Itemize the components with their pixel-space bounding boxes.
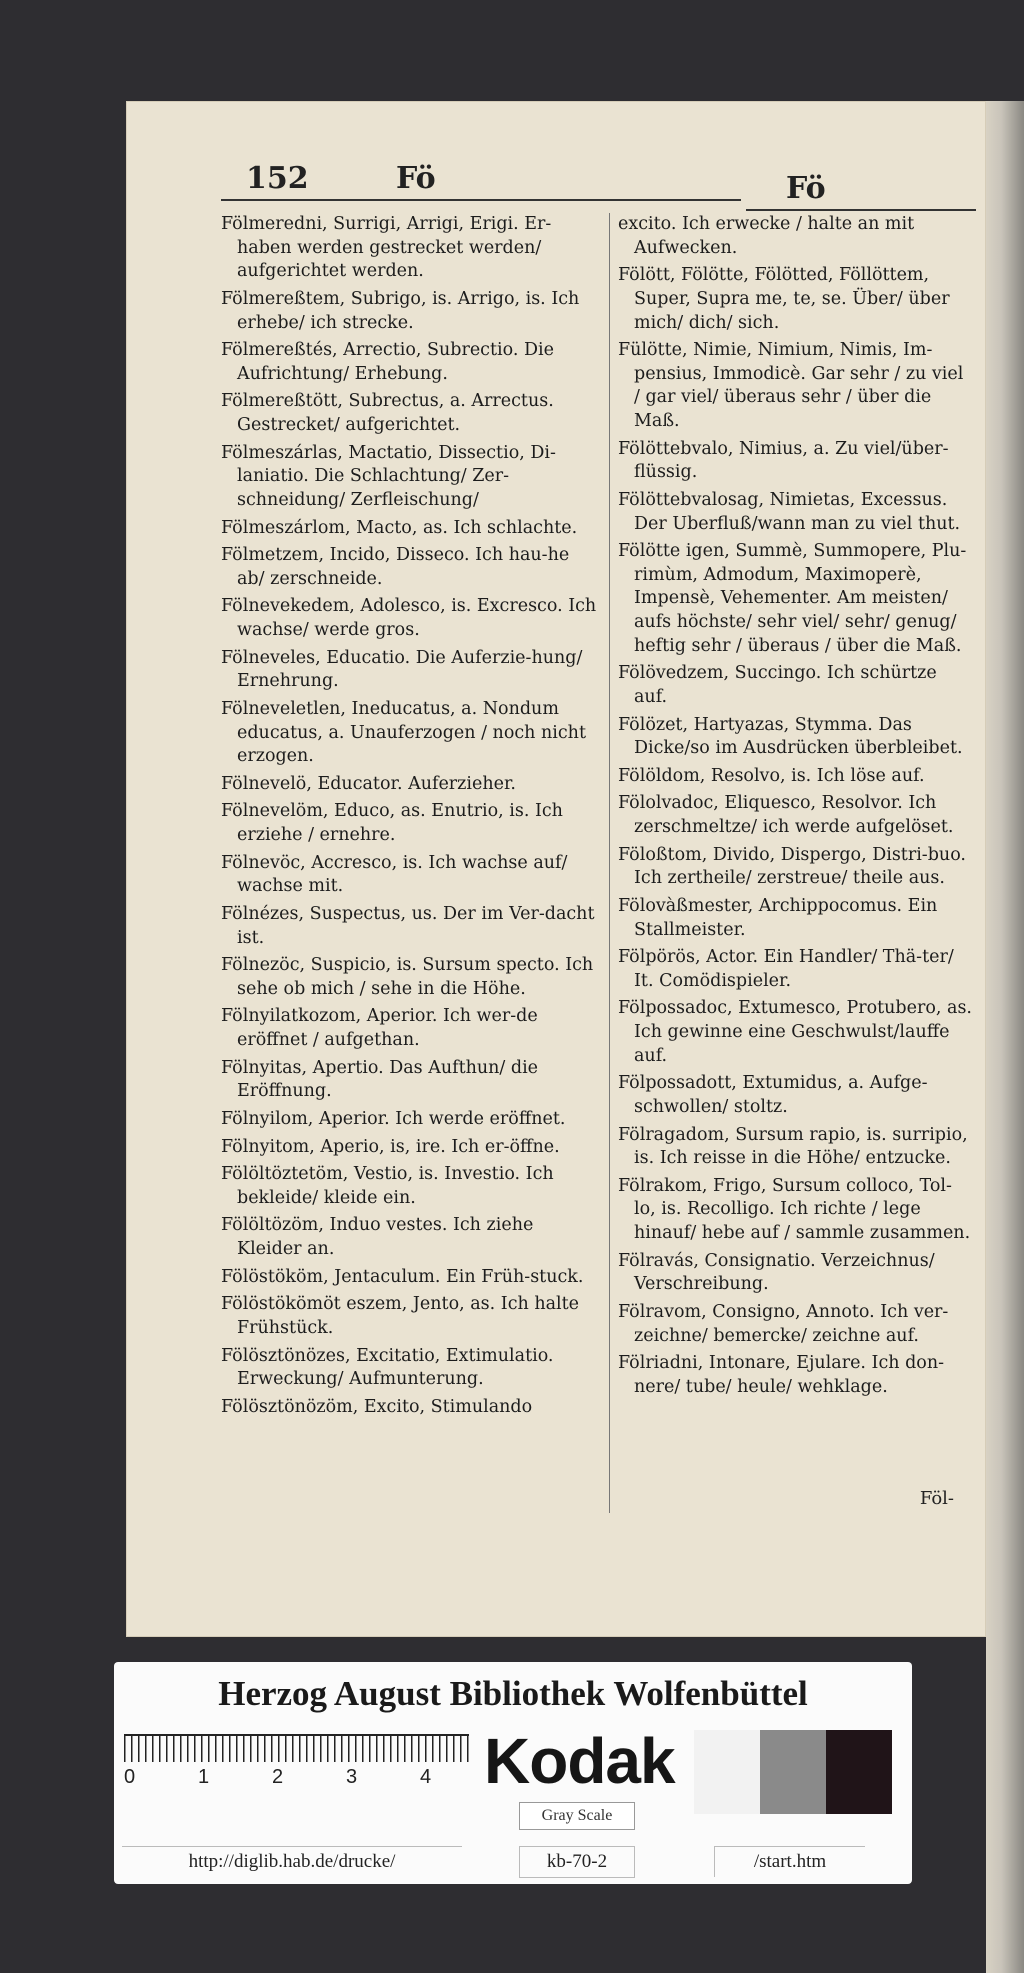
dictionary-entry: Fölöltöztetöm, Vestio, is. Investio. Ich bekleide/ kleide ein. [221, 1164, 554, 1208]
dictionary-entry: excito. Ich erwecke / halte an mit Aufwecken. [618, 214, 915, 258]
dictionary-entry: Fölneveles, Educatio. Die Auferzie-hung/ Ernehrung. [221, 647, 583, 692]
dictionary-entry: Fölravás, Consignatio. Verzeichnus/ Verschreibung. [618, 1250, 935, 1295]
catchword: Föl- [919, 1488, 954, 1509]
dictionary-entry: Fülötte, Nimie, Nimium, Nimis, Im-pensius, Immodicè. Gar sehr / zu viel / gar viel/ überaus sehr / über die Maß. [618, 340, 964, 431]
dictionary-entry: Fölnevekedem, Adolesco, is. Excresco. Ich wachse/ werde gros. [221, 596, 597, 640]
dictionary-entry: Fölnevelö, Educator. Auferzieher. [221, 773, 516, 794]
dictionary-entry: Fölragadom, Sursum rapio, is. surripio, is. Ich reisse in die Höhe/ entzucke. [618, 1124, 968, 1169]
dictionary-entry: Fölovàßmester, Archippocomus. Ein Stallmeister. [618, 895, 938, 940]
scale-ruler [124, 1734, 469, 1790]
dictionary-entry: Fölöttebvalo, Nimius, a. Zu viel/über-flüssig. [618, 438, 949, 483]
ruler-number: 0 [124, 1766, 136, 1788]
header-rule-left [221, 199, 741, 201]
dictionary-entry: Fölözet, Hartyazas, Stymma. Das Dicke/so im Ausdrücken überbleibet. [618, 714, 963, 759]
dictionary-entry: Föloßtom, Divido, Dispergo, Distri-buo. Ich zertheile/ zerstreue/ theile aus. [618, 844, 966, 889]
dictionary-entry: Fölmeredni, Surrigi, Arrigi, Erigi. Er-haben werden gestrecket werden/ aufgerichtet werden. [221, 214, 552, 282]
ruler-number: 4 [420, 1766, 432, 1788]
dictionary-entry: Fölneveletlen, Ineducatus, a. Nondum educatus, a. Unauferzogen / noch nicht erzogen. [221, 698, 586, 767]
dictionary-entry: Fölöldom, Resolvo, is. Ich löse auf. [618, 765, 925, 786]
dictionary-entry: Fölnézes, Suspectus, us. Der im Ver-dacht ist. [221, 903, 595, 948]
source-url: http://diglib.hab.de/drucke/ [122, 1846, 462, 1877]
dictionary-entry: Fölmereßtés, Arrectio, Subrectio. Die Aufrichtung/ Erhebung. [221, 340, 554, 384]
dictionary-entry: Fölmeszárlom, Macto, as. Ich schlachte. [221, 517, 578, 538]
header-right-guide-word: Fö [786, 171, 826, 206]
gray-swatch-light [694, 1730, 760, 1814]
dictionary-entry: Fölnyilom, Aperior. Ich werde eröffnet. [221, 1108, 566, 1129]
book-page [126, 101, 986, 1637]
page-header [126, 161, 986, 221]
dictionary-entry: Fölöstökömöt eszem, Jento, as. Ich halte Frühstück. [221, 1294, 580, 1338]
dictionary-entry: Fölpossadott, Extumidus, a. Aufge-schwollen/ stoltz. [618, 1073, 928, 1117]
dictionary-entry: Fölmereßtem, Subrigo, is. Arrigo, is. Ich erhebe/ ich strecke. [221, 288, 580, 333]
header-left-guide-word: Fö [396, 161, 436, 196]
ruler-number: 2 [272, 1766, 284, 1788]
library-title: Herzog August Bibliothek Wolfenbüttel [218, 1674, 808, 1713]
card-code: kb-70-2 [519, 1846, 635, 1878]
ruler-number: 1 [198, 1766, 210, 1788]
dictionary-entry: Fölmetzem, Incido, Disseco. Ich hau-he ab/ zerschneide. [221, 545, 570, 589]
dictionary-entry: Fölöltözöm, Induo vestes. Ich ziehe Kleider an. [221, 1215, 534, 1259]
dictionary-entry: Fölpossadoc, Extumesco, Protubero, as. Ich gewinne eine Geschwulst/lauffe auf. [618, 998, 972, 1066]
dictionary-entry: Fölöttebvalosag, Nimietas, Excessus. Der Uberfluß/wann man zu viel thut. [618, 489, 961, 534]
gray-swatch-mid [760, 1730, 826, 1814]
gray-scale-label: Gray Scale [519, 1802, 635, 1830]
dictionary-entry: Fölrakom, Frigo, Sursum colloco, Tol-lo, is. Recolligo. Ich richte / lege hinauf/ hebe auf / sammle zusammen. [618, 1175, 971, 1243]
dictionary-entry: Fölmereßtött, Subrectus, a. Arrectus. Gestrecket/ aufgerichtet. [221, 391, 554, 435]
dictionary-entry: Fölolvadoc, Eliquesco, Resolvor. Ich zerschmeltze/ ich werde aufgelöset. [618, 793, 954, 837]
start-path: /start.htm [714, 1846, 865, 1877]
dictionary-entry: Fölravom, Consigno, Annoto. Ich ver-zeichne/ bemercke/ zeichne auf. [618, 1301, 949, 1346]
dictionary-entry: Fölöstököm, Jentaculum. Ein Früh-stuck. [221, 1266, 584, 1287]
dictionary-entry: Fölnyitas, Apertio. Das Aufthun/ die Eröffnung. [221, 1057, 539, 1102]
dictionary-entry: Fölnevelöm, Educo, as. Enutrio, is. Ich erziehe / ernehre. [221, 801, 563, 845]
dictionary-entry: Fölnevöc, Accresco, is. Ich wachse auf/ wachse mit. [221, 852, 568, 897]
dictionary-entry: Fölnyilatkozom, Aperior. Ich wer-de eröffnet / aufgethan. [221, 1006, 538, 1050]
right-column [618, 213, 973, 1403]
adjacent-page-edge [986, 101, 1024, 1973]
dictionary-entry: Fölpörös, Actor. Ein Handler/ Thä-ter/ It. Comödispieler. [618, 947, 954, 991]
dictionary-entry: Fölötte igen, Summè, Summopere, Plu-rimùm, Admodum, Maximoperè, Impensè, Vehementer. Am meisten/ aufs höchste/ sehr viel/ sehr/ genug/ heftig sehr / überaus / über die Maß. [618, 541, 967, 656]
dictionary-entry: Fölött, Fölötte, Fölötted, Föllöttem, Super, Supra me, te, se. Über/ über mich/ dich/ sich. [618, 265, 950, 333]
dictionary-entry: Fölriadni, Intonare, Ejulare. Ich don-nere/ tube/ heule/ wehklage. [618, 1353, 945, 1397]
dictionary-entry: Fölösztönözöm, Excito, Stimulando [221, 1396, 533, 1417]
dictionary-entry: Fölösztönözes, Excitatio, Extimulatio. Erweckung/ Aufmunterung. [221, 1345, 554, 1390]
dictionary-entry: Fölmeszárlas, Mactatio, Dissectio, Di-laniatio. Die Schlachtung/ Zer-schneidung/ Zerfleischung/ [221, 442, 556, 510]
ruler-ticks [124, 1736, 469, 1762]
dictionary-entry: Fölnezöc, Suspicio, is. Sursum specto. Ich sehe ob mich / sehe in die Höhe. [221, 955, 594, 999]
column-divider [609, 213, 610, 1513]
dictionary-entry: Fölövedzem, Succingo. Ich schürtze auf. [618, 663, 937, 707]
header-rule-right [746, 209, 976, 211]
ruler-number: 3 [346, 1766, 358, 1788]
kodak-logo: Kodak [484, 1725, 675, 1797]
page-number: 152 [246, 161, 309, 196]
gray-swatch-dark [826, 1730, 892, 1814]
left-column [221, 213, 599, 1423]
dictionary-entry: Fölnyitom, Aperio, is, ire. Ich er-öffne. [221, 1136, 560, 1157]
kodak-color-card [114, 1662, 912, 1884]
